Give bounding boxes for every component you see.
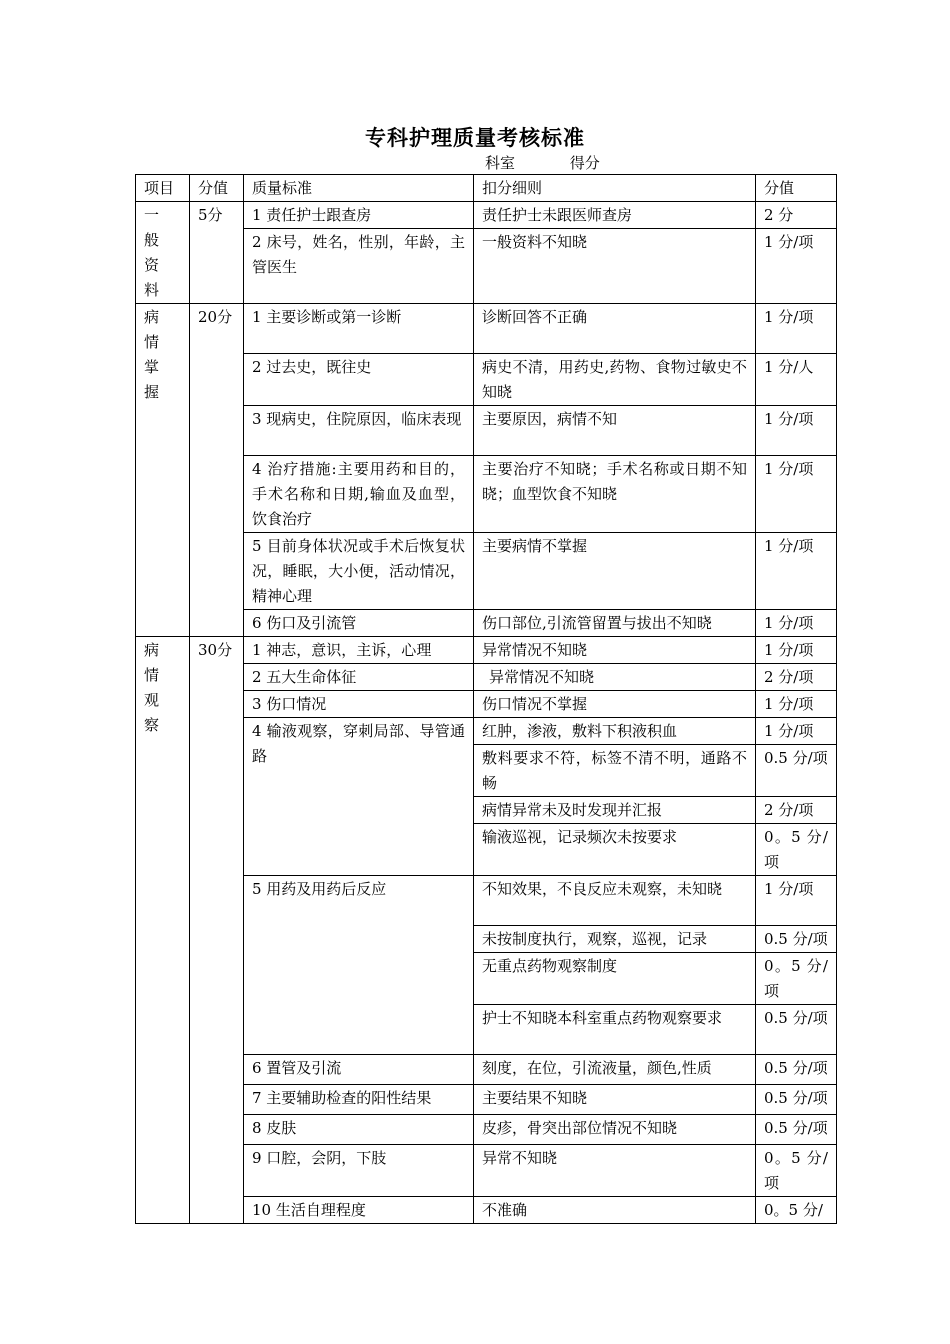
deduction-detail-cell: 红肿，渗液，敷料下积液积血 xyxy=(474,718,756,745)
standard-cell: 1 责任护士跟查房 xyxy=(244,202,474,229)
standard-cell: 3 现病史，住院原因，临床表现 xyxy=(244,406,474,456)
deduction-detail-cell: 异常情况不知晓 xyxy=(474,664,756,691)
deduction-detail-cell: 责任护士未跟医师查房 xyxy=(474,202,756,229)
points-cell: 1 分/项 xyxy=(756,533,837,610)
section-item-cell xyxy=(136,304,190,637)
deduction-detail-cell: 主要病情不掌握 xyxy=(474,533,756,610)
deduction-detail-cell: 主要治疗不知晓；手术名称或日期不知晓；血型饮食不知晓 xyxy=(474,456,756,533)
section-score-cell: 5分 xyxy=(190,202,244,304)
standard-cell: 9 口腔，会阴，下肢 xyxy=(244,1145,474,1197)
points-cell: 0。5 分/项 xyxy=(756,824,837,876)
deduction-detail-cell: 病史不清，用药史,药物、食物过敏史不知晓 xyxy=(474,354,756,406)
header-cell: 分值 xyxy=(756,175,837,202)
deduction-detail-cell: 输液巡视，记录频次未按要求 xyxy=(474,824,756,876)
header-row xyxy=(136,175,837,202)
deduction-detail-cell: 护士不知晓本科室重点药物观察要求 xyxy=(474,1005,756,1055)
standard-cell: 2 五大生命体征 xyxy=(244,664,474,691)
deduction-detail-cell: 病情异常未及时发现并汇报 xyxy=(474,797,756,824)
section-item-char: 病 xyxy=(144,308,160,326)
table-row xyxy=(136,304,837,354)
standard-cell: 1 神志，意识，主诉，心理 xyxy=(244,637,474,664)
points-cell: 0.5 分/项 xyxy=(756,1055,837,1085)
header-cell: 扣分细则 xyxy=(474,175,756,202)
section-item-cell xyxy=(136,202,190,304)
section-item-char: 握 xyxy=(144,383,160,401)
deduction-detail-cell: 异常情况不知晓 xyxy=(474,637,756,664)
section-item-char: 一 xyxy=(144,206,160,224)
assessment-table xyxy=(135,174,837,1224)
points-cell: 0.5 分/项 xyxy=(756,745,837,797)
section-item-char: 般 xyxy=(144,231,160,249)
points-cell: 0.5 分/项 xyxy=(756,1115,837,1145)
page-title: 专科护理质量考核标准 xyxy=(365,125,585,150)
points-cell: 0。5 分/ xyxy=(756,1197,837,1224)
points-cell: 1 分/项 xyxy=(756,610,837,637)
deduction-detail-cell: 皮疹，骨突出部位情况不知晓 xyxy=(474,1115,756,1145)
deduction-detail-cell: 刻度，在位，引流液量，颜色,性质 xyxy=(474,1055,756,1085)
section-item-char: 观 xyxy=(144,691,160,709)
section-item-char: 情 xyxy=(144,666,160,684)
points-cell: 2 分/项 xyxy=(756,797,837,824)
deduction-detail-cell: 不知效果，不良反应未观察，未知晓 xyxy=(474,876,756,926)
points-cell: 0。5 分/项 xyxy=(756,953,837,1005)
deduction-detail-cell: 一般资料不知晓 xyxy=(474,229,756,304)
deduction-detail-cell: 诊断回答不正确 xyxy=(474,304,756,354)
points-cell: 1 分/项 xyxy=(756,637,837,664)
section-score-cell: 30分 xyxy=(190,637,244,1224)
points-cell: 0.5 分/项 xyxy=(756,1005,837,1055)
deduction-detail-cell: 不准确 xyxy=(474,1197,756,1224)
standard-cell: 3 伤口情况 xyxy=(244,691,474,718)
points-cell: 2 分/项 xyxy=(756,664,837,691)
table-row xyxy=(136,637,837,664)
deduction-detail-cell: 异常不知晓 xyxy=(474,1145,756,1197)
standard-cell: 1 主要诊断或第一诊断 xyxy=(244,304,474,354)
section-item-char: 资 xyxy=(144,256,160,274)
deduction-detail-cell: 未按制度执行，观察，巡视，记录 xyxy=(474,926,756,953)
standard-cell: 4 输液观察，穿刺局部、导管通路 xyxy=(244,718,474,876)
points-cell: 1 分/项 xyxy=(756,406,837,456)
points-cell: 0.5 分/项 xyxy=(756,926,837,953)
points-cell: 1 分/项 xyxy=(756,456,837,533)
deduction-detail-cell: 伤口部位,引流管留置与拔出不知晓 xyxy=(474,610,756,637)
table-row xyxy=(136,202,837,229)
standard-cell: 5 用药及用药后反应 xyxy=(244,876,474,1055)
points-cell: 1 分/人 xyxy=(756,354,837,406)
section-item-char: 察 xyxy=(144,716,160,734)
subtitle-line xyxy=(485,152,600,173)
section-score-cell: 20分 xyxy=(190,304,244,637)
section-item-char: 情 xyxy=(144,333,160,351)
section-item-char: 掌 xyxy=(144,358,160,376)
section-item-char: 料 xyxy=(144,281,160,299)
standard-cell: 6 伤口及引流管 xyxy=(244,610,474,637)
standard-cell: 8 皮肤 xyxy=(244,1115,474,1145)
points-cell: 0。5 分/项 xyxy=(756,1145,837,1197)
header-cell: 质量标准 xyxy=(244,175,474,202)
points-cell: 1 分/项 xyxy=(756,229,837,304)
header-cell: 项目 xyxy=(136,175,190,202)
standard-cell: 7 主要辅助检查的阳性结果 xyxy=(244,1085,474,1115)
standard-cell: 10 生活自理程度 xyxy=(244,1197,474,1224)
standard-cell: 2 床号，姓名，性别，年龄，主管医生 xyxy=(244,229,474,304)
standard-cell: 4 治疗措施:主要用药和目的，手术名称和日期,输血及血型，饮食治疗 xyxy=(244,456,474,533)
standard-cell: 5 目前身体状况或手术后恢复状况，睡眠，大小便，活动情况，精神心理 xyxy=(244,533,474,610)
deduction-detail-cell: 无重点药物观察制度 xyxy=(474,953,756,1005)
points-cell: 1 分/项 xyxy=(756,876,837,926)
header-cell: 分值 xyxy=(190,175,244,202)
deduction-detail-cell: 伤口情况不掌握 xyxy=(474,691,756,718)
standard-cell: 6 置管及引流 xyxy=(244,1055,474,1085)
score-label: 得分 xyxy=(569,154,600,172)
deduction-detail-cell: 主要原因，病情不知 xyxy=(474,406,756,456)
section-item-cell xyxy=(136,637,190,1224)
points-cell: 1 分/项 xyxy=(756,304,837,354)
deduction-detail-cell: 主要结果不知晓 xyxy=(474,1085,756,1115)
section-item-char: 病 xyxy=(144,641,160,659)
standard-cell: 2 过去史，既往史 xyxy=(244,354,474,406)
points-cell: 1 分/项 xyxy=(756,718,837,745)
department-label: 科室 xyxy=(485,154,516,172)
points-cell: 1 分/项 xyxy=(756,691,837,718)
points-cell: 2 分 xyxy=(756,202,837,229)
points-cell: 0.5 分/项 xyxy=(756,1085,837,1115)
deduction-detail-cell: 敷料要求不符，标签不清不明，通路不畅 xyxy=(474,745,756,797)
